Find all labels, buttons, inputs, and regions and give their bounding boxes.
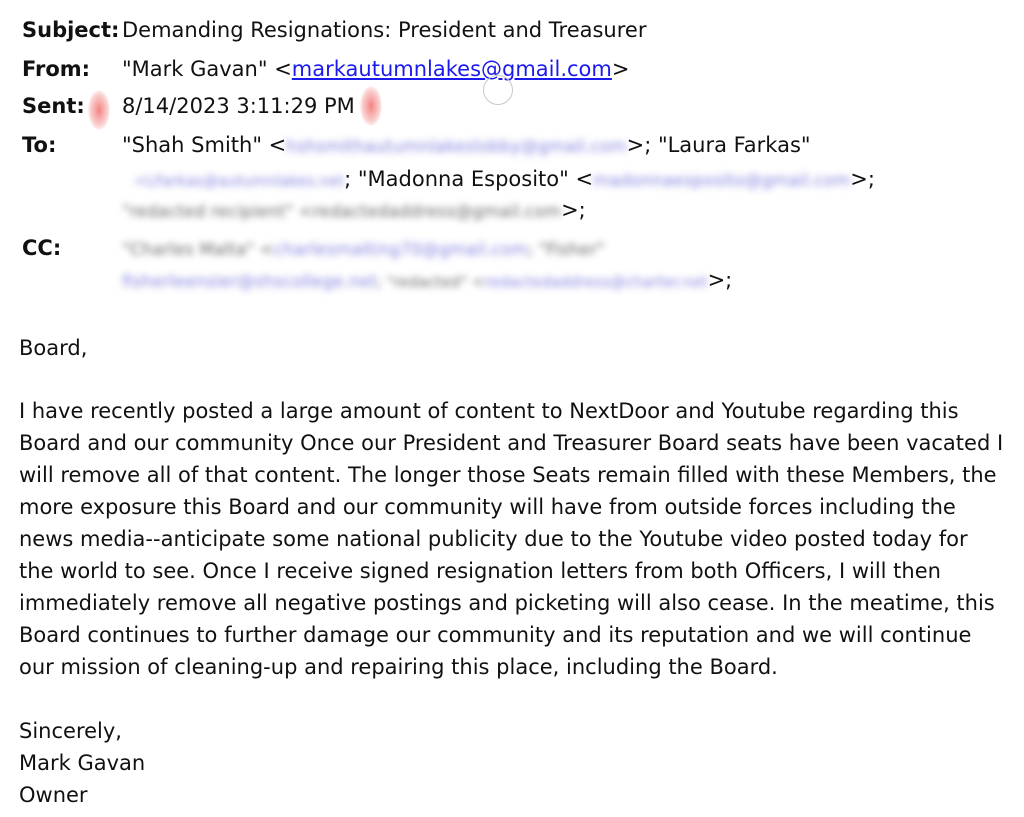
body-paragraph — [19, 395, 1019, 683]
sent-value: 8/14/2023 3:11:29 PM — [122, 94, 355, 118]
email-body — [19, 332, 1019, 364]
to-3-close: >; — [561, 198, 586, 222]
redaction-mark-left — [88, 90, 110, 130]
to-3-redacted: "redacted recipient" <redactedaddress@gmail.com — [122, 202, 562, 222]
body-line: more exposure this Board and our community will have from outside forces including the — [19, 495, 956, 519]
subject-label: Subject: — [22, 18, 120, 42]
cursor-circle-icon — [483, 75, 513, 105]
body-line: Board and our community Once our President and Treasurer Board seats have been vacated I — [19, 431, 1004, 455]
signature-title: Owner — [19, 783, 88, 807]
sent-label: Sent: — [22, 94, 85, 118]
cc-2-mid: ; "redacted" < — [376, 273, 485, 291]
to-2-redacted-link-b[interactable]: madonnaesposito@gmail.com — [593, 171, 851, 191]
signature-block — [19, 715, 1019, 811]
body-line: our mission of cleaning-up and repairing this place, including the Board. — [19, 655, 778, 679]
cc-1-link[interactable]: charlesmalting70@gmail.com — [273, 240, 528, 260]
closing: Sincerely, — [19, 719, 122, 743]
body-line: news media--anticipate some national publicity due to the Youtube video posted today for — [19, 527, 968, 551]
body-line: I have recently posted a large amount of content to NextDoor and Youtube regarding this — [19, 399, 959, 423]
body-line: the world to see. Once I receive signed resignation letters from both Officers, I will then — [19, 559, 941, 583]
redaction-mark-right — [360, 86, 382, 126]
cc-2-link-b[interactable]: redactedaddress@charter.net — [484, 273, 708, 291]
cc-2-close: >; — [707, 268, 733, 292]
signature-name: Mark Gavan — [19, 751, 146, 775]
to-line-2 — [134, 165, 875, 195]
from-close: > — [611, 57, 630, 81]
cc-line-1 — [122, 234, 605, 264]
from-email-link[interactable]: markautumnlakes@gmail.com — [291, 57, 612, 81]
cc-1-redacted: "Charles Malta" < — [122, 240, 274, 260]
greeting: Board, — [19, 336, 88, 360]
from-name: "Mark Gavan" < — [122, 57, 292, 81]
cc-line-2 — [122, 266, 732, 296]
cc-1-rest: ; "Fisher" — [527, 240, 605, 260]
to-line-1 — [122, 131, 811, 161]
cc-2-link[interactable]: fisherleensier@shscollege.net — [122, 272, 377, 292]
to-1-name: "Shah Smith" < — [122, 133, 287, 157]
to-2-redacted-link[interactable]: <LFarkas@autumnlakes.net — [134, 172, 345, 190]
to-label: To: — [22, 133, 57, 157]
from-value — [122, 55, 629, 83]
cc-label: CC: — [22, 236, 62, 260]
body-line: immediately remove all negative postings and picketing will also cease. In the meatime, this — [19, 591, 995, 615]
body-line: will remove all of that content. The longer those Seats remain filled with these Members, the — [19, 463, 997, 487]
from-label: From: — [22, 57, 91, 81]
to-2-name: ; "Madonna Esposito" < — [344, 167, 594, 191]
to-1-close: >; "Laura Farkas" — [626, 133, 811, 157]
to-line-3 — [122, 196, 586, 226]
body-line: Board continues to further damage our community and its reputation and we will continue — [19, 623, 972, 647]
to-1-redacted-link[interactable]: hshsmithautumnlakeslobby@gmail.com — [286, 137, 627, 157]
to-2-close: >; — [850, 167, 875, 191]
subject-value: Demanding Resignations: President and Treasurer — [122, 18, 647, 42]
